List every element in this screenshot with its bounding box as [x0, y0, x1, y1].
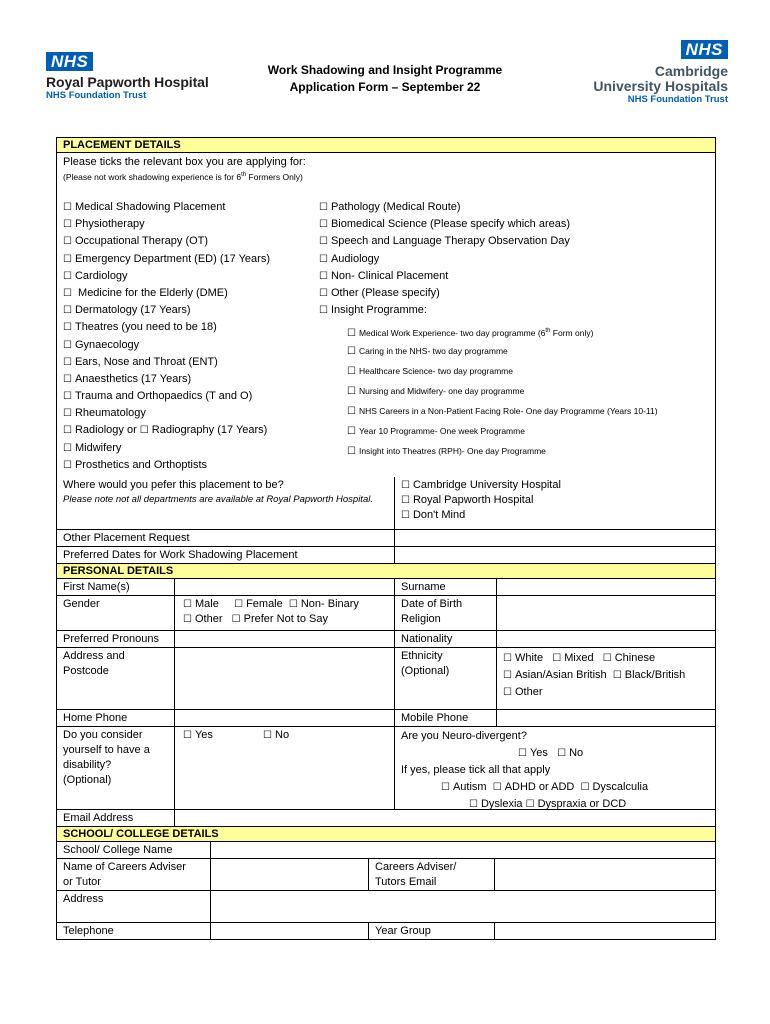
other-request-label: Other Placement Request [57, 530, 395, 546]
dob-religion-field[interactable] [497, 596, 715, 630]
intro-text: Please ticks the relevant box you are applying for: [63, 156, 306, 168]
school-address-row [57, 891, 715, 923]
option-label: Gynaecology [74, 338, 140, 351]
neuro-question: Are you Neuro-divergent? [401, 730, 527, 742]
option-label: Nursing and Midwifery- one day programme [358, 386, 525, 396]
checkbox-icon[interactable]: ☐ [602, 653, 612, 664]
neuro-if-text: If yes, please tick all that apply [401, 764, 551, 776]
option-label: Theatres (you need to be 18) [74, 321, 217, 334]
pronouns-row [57, 631, 715, 648]
checkbox-icon[interactable]: ☐ [139, 425, 149, 437]
home-phone-label: Home Phone [57, 710, 175, 726]
checkbox-icon[interactable]: ☐ [580, 782, 590, 793]
checkbox-icon[interactable]: ☐ [63, 270, 72, 282]
address-row [57, 648, 715, 710]
logo-line-1: Cambridge [654, 63, 728, 79]
checkbox-icon[interactable]: ☐ [63, 202, 72, 213]
placement-intro [63, 155, 306, 183]
option-label: Ears, Nose and Throat (ENT) [74, 355, 218, 368]
name-row [57, 579, 715, 596]
checkbox-icon[interactable]: ☐ [63, 287, 72, 299]
placement-option-13[interactable] [63, 422, 270, 439]
ethnicity-other[interactable]: ☐ Other [503, 686, 543, 698]
checkbox-icon[interactable]: ☐ [347, 446, 356, 457]
option-label: Year 10 Programme- One week Programme [358, 426, 525, 436]
option-label: Caring in the NHS- two day programme [358, 346, 508, 356]
nationality-label: Nationality [395, 631, 497, 647]
checkbox-icon[interactable]: ☐ [347, 426, 356, 437]
option-label: Emergency Department (ED) (17 Years) [74, 252, 270, 265]
option-label: Anaesthetics (17 Years) [74, 372, 192, 385]
placement-option-7[interactable] [63, 319, 270, 336]
checkbox-icon[interactable]: ☐ [557, 748, 567, 759]
checkbox-icon[interactable]: ☐ [63, 425, 72, 437]
mobile-phone-label: Mobile Phone [395, 710, 497, 726]
nhs-logo-right: NHS [681, 40, 728, 59]
option-label: NHS Careers in a Non-Patient Facing Role- One day Programme (Years 10-11) [358, 406, 658, 416]
left-options-column [63, 199, 270, 474]
placement-option-11[interactable] [63, 388, 270, 405]
checkbox-icon[interactable]: ☐ [319, 219, 328, 231]
placement-right-option-2[interactable] [319, 233, 570, 250]
option-label: Midwifery [74, 441, 122, 454]
placement-right-option-4[interactable] [319, 268, 570, 285]
option-label: Dermatology (17 Years) [74, 304, 191, 317]
option-label: Pathology (Medical Route) [330, 201, 461, 213]
placement-right-option-3[interactable] [319, 251, 570, 268]
adviser-field[interactable] [211, 859, 369, 890]
neuro-dyslexia[interactable]: ☐ Dyslexia [469, 798, 523, 810]
checkbox-icon[interactable]: ☐ [401, 480, 410, 491]
checkbox-icon[interactable]: ☐ [231, 614, 241, 625]
logo-trust-name: NHS Foundation Trust [46, 90, 147, 101]
checkbox-icon[interactable]: ☐ [441, 782, 450, 793]
placement-details-heading: PLACEMENT DETAILS [57, 138, 715, 153]
insight-option-1[interactable] [347, 341, 658, 361]
option-label: Prosthetics and Orthoptists [74, 458, 208, 471]
form-title [250, 62, 520, 96]
option-label: Cardiology [74, 269, 128, 282]
email-field[interactable] [175, 810, 715, 826]
telephone-label: Telephone [57, 923, 211, 939]
placement-option-10[interactable] [63, 371, 270, 388]
other-request-row [57, 530, 715, 547]
pronouns-field[interactable] [175, 631, 395, 647]
email-row [57, 810, 715, 827]
telephone-row [57, 923, 715, 940]
checkbox-icon[interactable]: ☐ [234, 599, 244, 610]
placement-option-4[interactable] [63, 268, 270, 285]
checkbox-icon[interactable]: ☐ [319, 270, 328, 282]
gender-prefer-not[interactable]: ☐ Prefer Not to Say [231, 613, 328, 625]
checkbox-icon[interactable]: ☐ [319, 253, 328, 265]
pronouns-label: Preferred Pronouns [57, 631, 175, 647]
logo-line-2: University Hospitals [593, 78, 728, 94]
option-label: Audiology [330, 252, 380, 265]
logo-org-name: Royal Papworth Hospital [46, 74, 209, 90]
insight-option-3[interactable] [347, 381, 658, 401]
placement-right-option-6[interactable] [319, 302, 570, 319]
where-option-cuh[interactable]: ☐ Cambridge University Hospital [401, 479, 561, 491]
preferred-dates-row [57, 547, 715, 564]
adviser-label: Name of Careers Adviser or Tutor [57, 859, 211, 890]
option-label: Speech and Language Therapy Observation Day [330, 235, 570, 248]
disability-label: Do you consider yourself to have a disability? (Optional) [57, 727, 175, 809]
preferred-dates-label: Preferred Dates for Work Shadowing Placement [57, 547, 395, 563]
gender-non-binary[interactable]: ☐ Non- Binary [288, 598, 359, 610]
checkbox-icon[interactable]: ☐ [63, 373, 72, 385]
placement-option-16[interactable] [63, 457, 270, 474]
telephone-field[interactable] [211, 923, 369, 939]
checkbox-icon[interactable]: ☐ [347, 327, 356, 339]
cambridge-logo [593, 40, 728, 106]
checkbox-icon[interactable]: ☐ [347, 406, 356, 417]
checkbox-icon[interactable]: ☐ [63, 356, 72, 368]
checkbox-icon[interactable]: ☐ [518, 748, 527, 759]
checkbox-icon[interactable]: ☐ [525, 799, 535, 810]
address-field[interactable] [175, 648, 395, 709]
first-name-field[interactable] [175, 579, 395, 595]
checkbox-icon[interactable]: ☐ [612, 670, 622, 681]
insight-option-2[interactable] [347, 361, 658, 381]
checkbox-icon[interactable]: ☐ [503, 653, 512, 664]
school-address-label: Address [57, 891, 211, 922]
nhs-logo-left: NHS [46, 52, 93, 71]
ethnicity-black[interactable]: ☐ Black/British [612, 669, 686, 681]
personal-details-heading: PERSONAL DETAILS [57, 564, 715, 579]
checkbox-icon[interactable]: ☐ [319, 287, 328, 299]
checkbox-icon[interactable]: ☐ [63, 236, 72, 248]
year-group-field[interactable] [495, 923, 715, 939]
option-label: Healthcare Science- two day programme [358, 366, 513, 376]
dob-label: Date of Birth [401, 598, 463, 610]
title-line-2: Application Form – September 22 [289, 80, 481, 94]
placement-option-5[interactable] [63, 285, 270, 302]
option-label: Radiography (17 Years) [151, 424, 268, 437]
year-group-label: Year Group [369, 923, 495, 939]
other-request-field[interactable] [395, 530, 715, 546]
nationality-field[interactable] [497, 631, 715, 647]
logo-trust: NHS Foundation Trust [627, 94, 728, 105]
option-label: Medical Work Experience- two day programme (6 [358, 327, 546, 338]
first-name-label: First Name(s) [57, 579, 175, 595]
checkbox-icon[interactable]: ☐ [63, 339, 72, 351]
placement-option-1[interactable] [63, 216, 270, 233]
insight-option-0[interactable]: ☐ Medical Work Experience- two day programme (6th Form only) [347, 327, 594, 339]
preferred-dates-field[interactable] [395, 547, 715, 563]
address-label: Address and Postcode [57, 648, 175, 709]
checkbox-icon[interactable]: ☐ [492, 782, 502, 793]
email-label: Email Address [57, 810, 175, 826]
checkbox-icon[interactable]: ☐ [401, 495, 410, 506]
checkbox-icon[interactable]: ☐ [319, 202, 328, 213]
disability-options [175, 727, 395, 809]
option-label: Medical Shadowing Placement [74, 201, 226, 213]
neuro-autism[interactable]: ☐ Autism [441, 781, 487, 793]
phone-row [57, 710, 715, 727]
neuro-yes[interactable]: ☐ Yes [518, 747, 548, 759]
where-note: Please note not all departments are available at Royal Papworth Hospital. [63, 494, 373, 505]
neuro-cell [395, 727, 715, 809]
checkbox-icon[interactable]: ☐ [552, 653, 562, 664]
checkbox-icon[interactable]: ☐ [63, 442, 72, 454]
option-label: Rheumatology [74, 407, 146, 420]
checkbox-icon[interactable]: ☐ [401, 510, 410, 521]
royal-papworth-logo [46, 52, 209, 101]
home-phone-field[interactable] [175, 710, 395, 726]
application-form [56, 137, 716, 940]
school-name-label: School/ College Name [57, 842, 211, 858]
placement-option-2[interactable] [63, 233, 270, 250]
where-question: Where would you pefer this placement to be? [63, 479, 284, 491]
ethnicity-chinese[interactable]: ☐ Chinese [602, 652, 656, 664]
option-label: Non- Clinical Placement [330, 269, 449, 282]
neuro-dyspraxia[interactable]: ☐ Dyspraxia or DCD [525, 798, 627, 810]
gender-label: Gender [57, 596, 175, 630]
checkbox-icon[interactable]: ☐ [288, 599, 298, 610]
disability-row [57, 727, 715, 810]
placement-option-9[interactable] [63, 354, 270, 371]
gender-row [57, 596, 715, 631]
neuro-dyscalculia[interactable]: ☐ Dyscalculia [580, 781, 649, 793]
checkbox-icon[interactable]: ☐ [63, 253, 72, 265]
placement-option-0[interactable] [63, 199, 270, 216]
surname-label: Surname [395, 579, 497, 595]
neuro-no[interactable]: ☐ No [557, 747, 584, 759]
insight-options [347, 321, 658, 461]
option-label: Other (Please specify) [330, 286, 440, 299]
school-name-field[interactable] [211, 842, 715, 858]
option-label: Radiology or [74, 424, 137, 437]
option-label: Physiotherapy [74, 218, 145, 231]
where-row [57, 477, 715, 530]
checkbox-icon[interactable]: ☐ [319, 236, 328, 248]
dob-religion-labels [395, 596, 497, 630]
checkbox-icon[interactable]: ☐ [263, 730, 273, 741]
disability-yes[interactable]: ☐ Yes [183, 729, 213, 741]
placement-option-6[interactable] [63, 302, 270, 319]
checkbox-icon[interactable]: ☐ [183, 614, 192, 625]
insight-option-5[interactable] [347, 421, 658, 441]
adviser-row [57, 859, 715, 891]
ethnicity-asian[interactable]: ☐ Asian/Asian British [503, 669, 607, 681]
checkbox-icon[interactable]: ☐ [503, 687, 512, 698]
checkbox-icon[interactable]: ☐ [63, 219, 72, 231]
placement-options [57, 153, 715, 477]
placement-right-option-5[interactable] [319, 285, 570, 302]
option-label: Insight Programme: [330, 304, 427, 317]
option-label: Occupational Therapy (OT) [74, 235, 209, 248]
checkbox-icon[interactable]: ☐ [63, 305, 72, 317]
adviser-email-field[interactable] [495, 859, 715, 890]
option-label: Trauma and Orthopaedics (T and O) [74, 390, 253, 403]
option-label: Insight into Theatres (RPH)- One day Programme [358, 446, 546, 456]
placement-right-option-1[interactable] [319, 216, 570, 233]
placement-option-15[interactable] [63, 440, 270, 457]
placement-right-option-0[interactable] [319, 199, 570, 216]
checkbox-icon[interactable]: ☐ [63, 459, 72, 471]
adviser-email-label: Careers Adviser/ Tutors Email [369, 859, 495, 890]
ethnicity-mixed[interactable]: ☐ Mixed [552, 652, 594, 664]
gender-other[interactable]: ☐ Other [183, 613, 223, 625]
school-name-row [57, 842, 715, 859]
intro-note: (Please not work shadowing experience is for 6th Formers Only) [63, 171, 303, 182]
option-label: Medicine for the Elderly (DME) [74, 286, 228, 299]
ethnicity-white[interactable]: ☐ White [503, 652, 544, 664]
surname-field[interactable] [497, 579, 715, 595]
title-line-1: Work Shadowing and Insight Programme [267, 63, 503, 77]
checkbox-icon[interactable]: ☐ [63, 322, 72, 334]
option-label: Biomedical Science (Please specify which areas) [330, 218, 571, 231]
placement-option-12[interactable] [63, 405, 270, 422]
checkbox-icon[interactable]: ☐ [319, 305, 328, 317]
checkbox-icon[interactable]: ☐ [503, 670, 512, 681]
gender-options [175, 596, 395, 630]
where-question-cell [57, 477, 395, 529]
religion-label: Religion [401, 613, 441, 625]
ethnicity-options [497, 648, 715, 709]
disability-no[interactable]: ☐ No [263, 729, 290, 741]
mobile-phone-field[interactable] [497, 710, 715, 726]
school-details-heading: SCHOOL/ COLLEGE DETAILS [57, 827, 715, 842]
where-option-dont-mind[interactable]: ☐ Don't Mind [401, 509, 466, 521]
checkbox-icon[interactable]: ☐ [347, 366, 356, 377]
school-address-field[interactable] [211, 891, 715, 922]
where-options-cell [395, 477, 715, 529]
insight-option-4[interactable] [347, 401, 658, 421]
checkbox-icon[interactable]: ☐ [183, 599, 192, 610]
gender-female[interactable]: ☐ Female [234, 598, 283, 610]
right-options-column [319, 199, 570, 319]
ethnicity-label: Ethnicity (Optional) [395, 648, 497, 709]
placement-option-8[interactable] [63, 337, 270, 354]
where-option-rph[interactable]: ☐ Royal Papworth Hospital [401, 494, 534, 506]
gender-male[interactable]: ☐ Male [183, 598, 219, 610]
checkbox-icon[interactable]: ☐ [469, 799, 478, 810]
checkbox-icon[interactable]: ☐ [63, 408, 72, 420]
neuro-adhd[interactable]: ☐ ADHD or ADD [492, 781, 575, 793]
checkbox-icon[interactable]: ☐ [347, 346, 356, 357]
placement-option-3[interactable] [63, 251, 270, 268]
checkbox-icon[interactable]: ☐ [183, 730, 192, 741]
checkbox-icon[interactable]: ☐ [63, 391, 72, 403]
insight-option-6[interactable] [347, 441, 658, 461]
checkbox-icon[interactable]: ☐ [347, 386, 356, 397]
